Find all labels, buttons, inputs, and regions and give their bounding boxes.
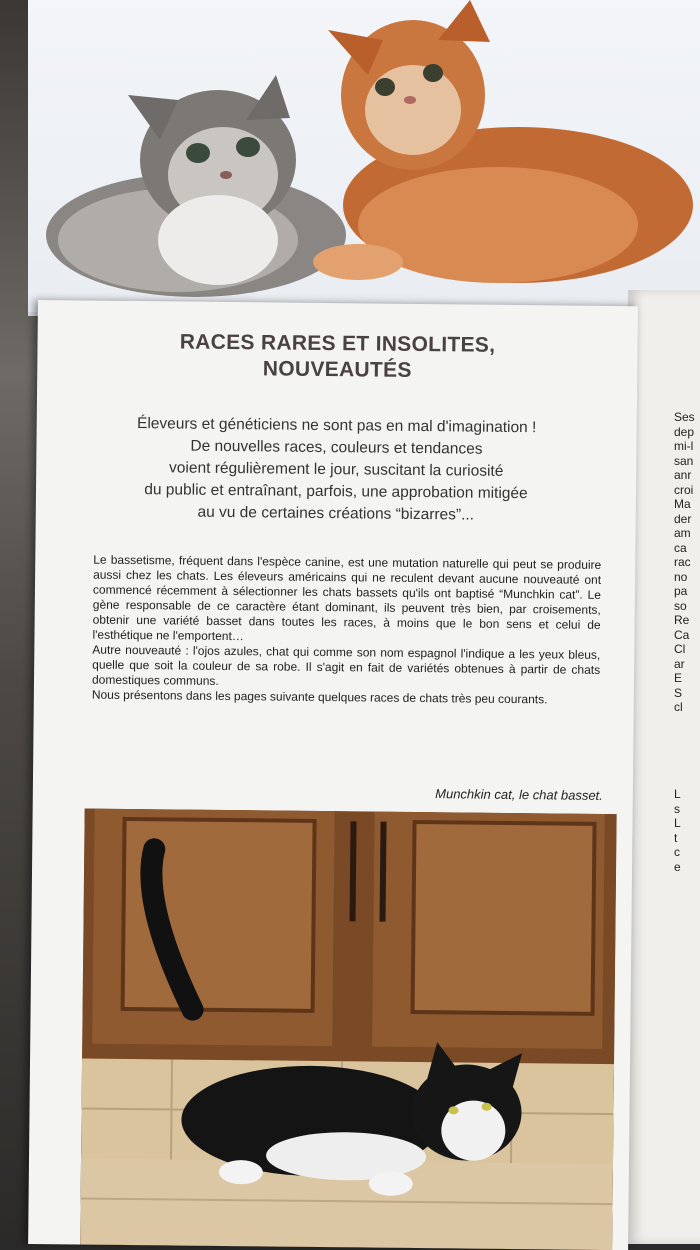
munchkin-cat-photo xyxy=(80,809,617,1250)
book-page xyxy=(28,300,638,1250)
photo-caption: Munchkin cat, le chat basset. xyxy=(435,786,603,803)
munchkin-cat-illustration xyxy=(80,809,617,1250)
intro-paragraph xyxy=(86,413,587,528)
facing-page xyxy=(628,290,700,1244)
title-line-2: NOUVEAUTÉS xyxy=(262,357,412,382)
intro-line: Éleveurs et généticiens ne sont pas en mal d'imagination ! xyxy=(136,415,537,437)
body-paragraph: Le bassetisme, fréquent dans l'espèce canine, est une mutation naturelle qui peut se produire aussi chez les chats. Les éleveurs américains qui ne reculent devant aucune nouveauté ont commencé récemment à sélectionner les chats bassets qu'ils ont baptisé “Munchkin cat”. Le gène responsable de ce caractère étant dominant, ils peuvent très bien, par croisements, obtenir une variété basset dans toutes les races, à moins que le bon sens et celui de l'esthétique ne l'emportent… xyxy=(92,552,602,644)
kittens-photo xyxy=(28,0,700,316)
page-title xyxy=(37,328,638,386)
intro-line: du public et entraînant, parfois, une approbation mitigée xyxy=(144,481,528,503)
body-paragraph: Nous présentons dans les pages suivante quelques races de chats très peu courants. xyxy=(91,687,548,707)
title-line-1: RACES RARES ET INSOLITES, xyxy=(179,330,496,357)
intro-line: De nouvelles races, couleurs et tendances xyxy=(190,437,483,458)
kittens-illustration xyxy=(28,0,700,312)
intro-line: voient régulièrement le jour, suscitant la curiosité xyxy=(169,459,504,480)
body-paragraph: Autre nouveauté : l'ojos azules, chat qui comme son nom espagnol l'indique a les yeux bleus, quelle que soit la couleur de sa robe. Il s'agit en fait de variétés obtenues à partir de chats domestiques communs. xyxy=(91,642,601,688)
intro-line: au vu de certaines créations “bizarres”... xyxy=(197,503,475,524)
body-text xyxy=(92,553,602,708)
facing-page-text: Ses dep mi-l san anr croi Ma der am ca rac no pa so Re Ca Cl ar E S cl L s L t c e xyxy=(674,410,695,874)
